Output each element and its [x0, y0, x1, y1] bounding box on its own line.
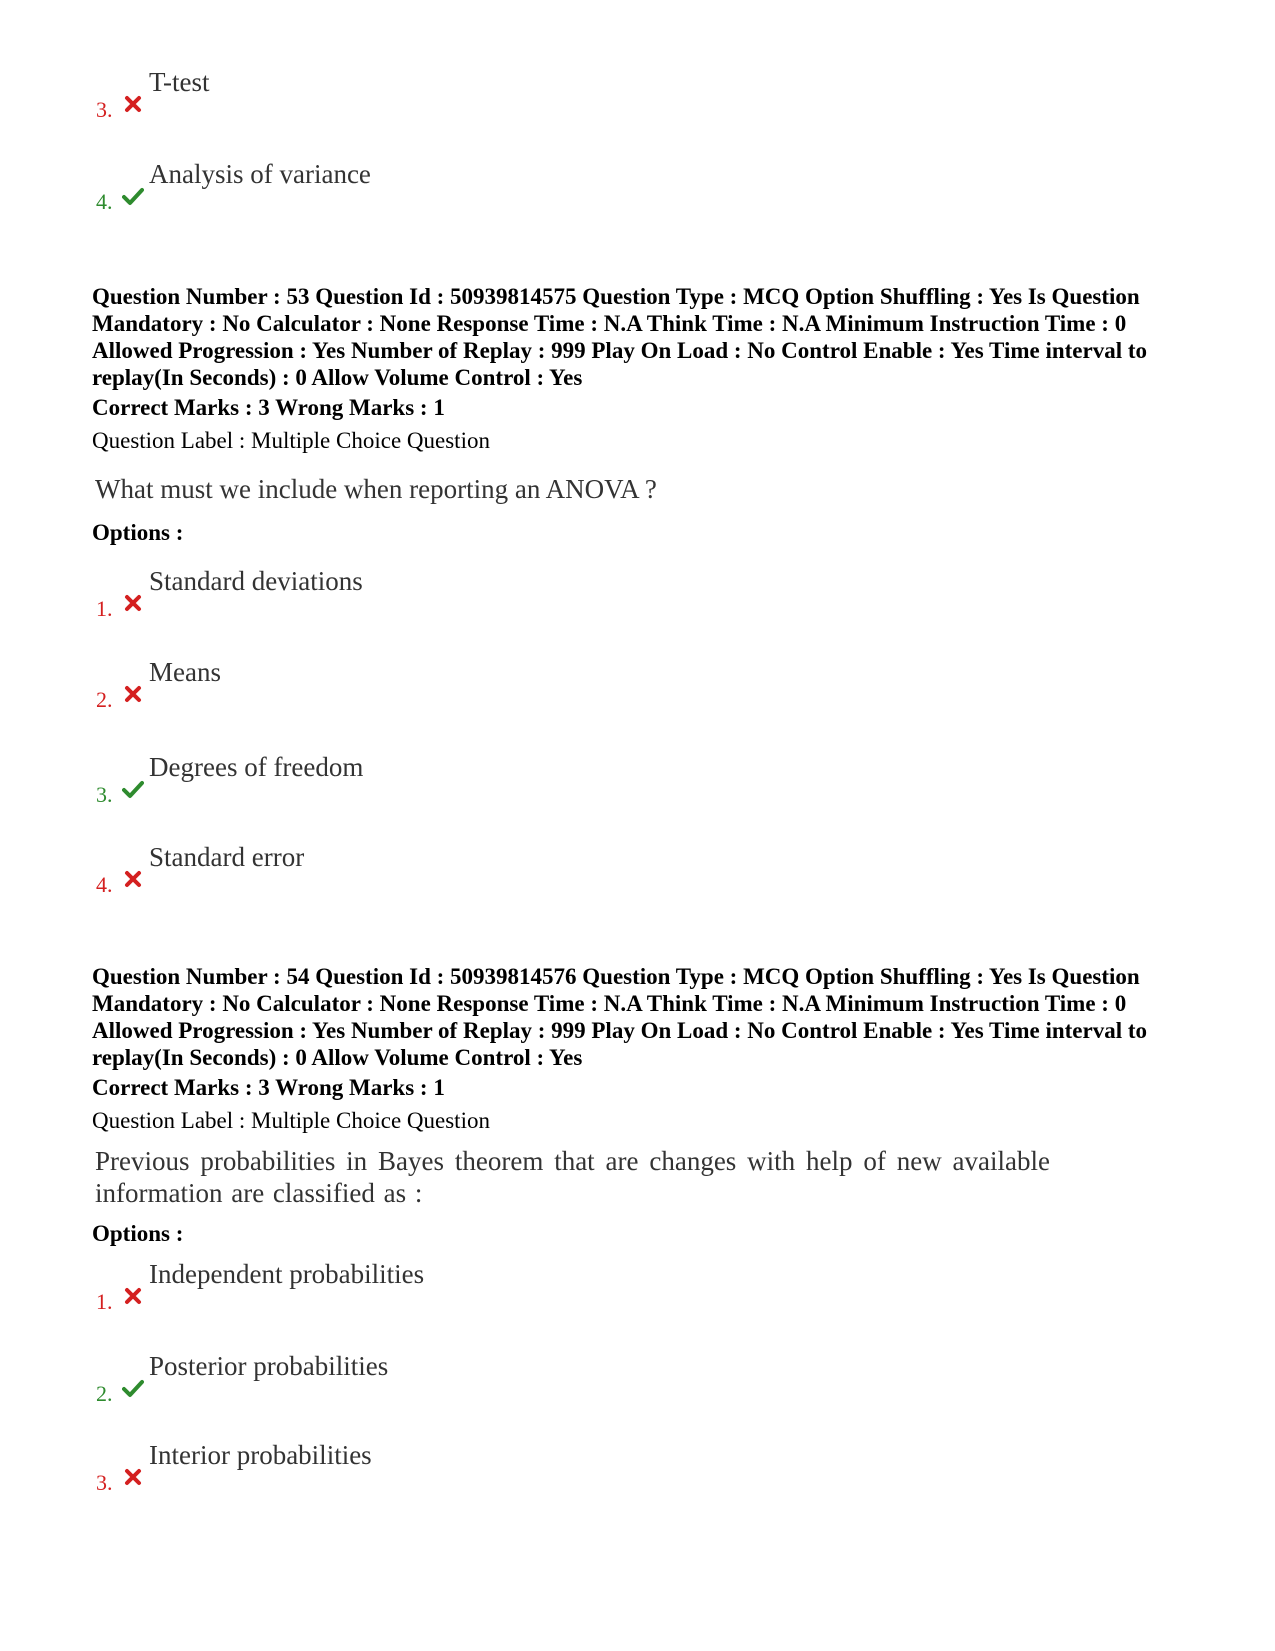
option-number: 2. — [96, 687, 113, 712]
option-text: Means — [149, 657, 221, 687]
option-number: 1. — [96, 1289, 113, 1314]
cross-icon — [122, 93, 144, 115]
question-label: Question Label : Multiple Choice Question — [92, 1108, 490, 1133]
check-icon — [122, 1377, 144, 1399]
options-heading: Options : — [92, 1221, 184, 1246]
question-marks: Correct Marks : 3 Wrong Marks : 1 — [92, 1075, 445, 1100]
option-row — [92, 842, 792, 902]
cross-icon — [122, 683, 144, 705]
question-meta: Question Number : 53 Question Id : 50939814575 Question Type : MCQ Option Shuffling : Yes Is Question Mandatory : No Calculator : None Response Time : N.A Think Time : N.A Minimum Instruction Time : 0 Allowed Progression : Yes Number of Replay : 999 Play On Load : No Control Enable : Yes Time interval to replay(In Seconds) : 0 Allow Volume Control : Yes — [92, 284, 1148, 390]
option-row — [92, 1351, 792, 1411]
question-meta: Question Number : 54 Question Id : 50939814576 Question Type : MCQ Option Shuffling : Yes Is Question Mandatory : No Calculator : None Response Time : N.A Think Time : N.A Minimum Instruction Time : 0 Allowed Progression : Yes Number of Replay : 999 Play On Load : No Control Enable : Yes Time interval to replay(In Seconds) : 0 Allow Volume Control : Yes — [92, 964, 1148, 1070]
question-marks: Correct Marks : 3 Wrong Marks : 1 — [92, 395, 445, 420]
cross-icon — [122, 868, 144, 890]
option-row — [92, 1440, 792, 1500]
option-text: Standard deviations — [149, 566, 363, 596]
option-number: 1. — [96, 596, 113, 621]
option-number: 3. — [96, 97, 113, 122]
option-text: Interior probabilities — [149, 1440, 372, 1470]
option-row — [92, 566, 792, 626]
option-row — [92, 159, 792, 219]
cross-icon — [122, 1285, 144, 1307]
option-text: T-test — [149, 67, 210, 97]
question-text: Previous probabilities in Bayes theorem that are changes with help of new available information are classified as : — [95, 1146, 1050, 1208]
option-number: 3. — [96, 782, 113, 807]
cross-icon — [122, 592, 144, 614]
option-text: Posterior probabilities — [149, 1351, 389, 1381]
check-icon — [122, 185, 144, 207]
question-label: Question Label : Multiple Choice Question — [92, 428, 490, 453]
option-text: Degrees of freedom — [149, 752, 364, 782]
option-row — [92, 752, 792, 812]
options-heading: Options : — [92, 520, 184, 545]
question-text: What must we include when reporting an ANOVA ? — [95, 474, 657, 504]
option-number: 4. — [96, 189, 113, 214]
option-number: 4. — [96, 872, 113, 897]
option-text: Independent probabilities — [149, 1259, 425, 1289]
option-row — [92, 1259, 792, 1319]
option-text: Analysis of variance — [149, 159, 371, 189]
check-icon — [122, 778, 144, 800]
option-number: 2. — [96, 1381, 113, 1406]
option-number: 3. — [96, 1470, 113, 1495]
option-text: Standard error — [149, 842, 305, 872]
option-row — [92, 657, 792, 717]
option-row — [92, 67, 792, 127]
cross-icon — [122, 1466, 144, 1488]
